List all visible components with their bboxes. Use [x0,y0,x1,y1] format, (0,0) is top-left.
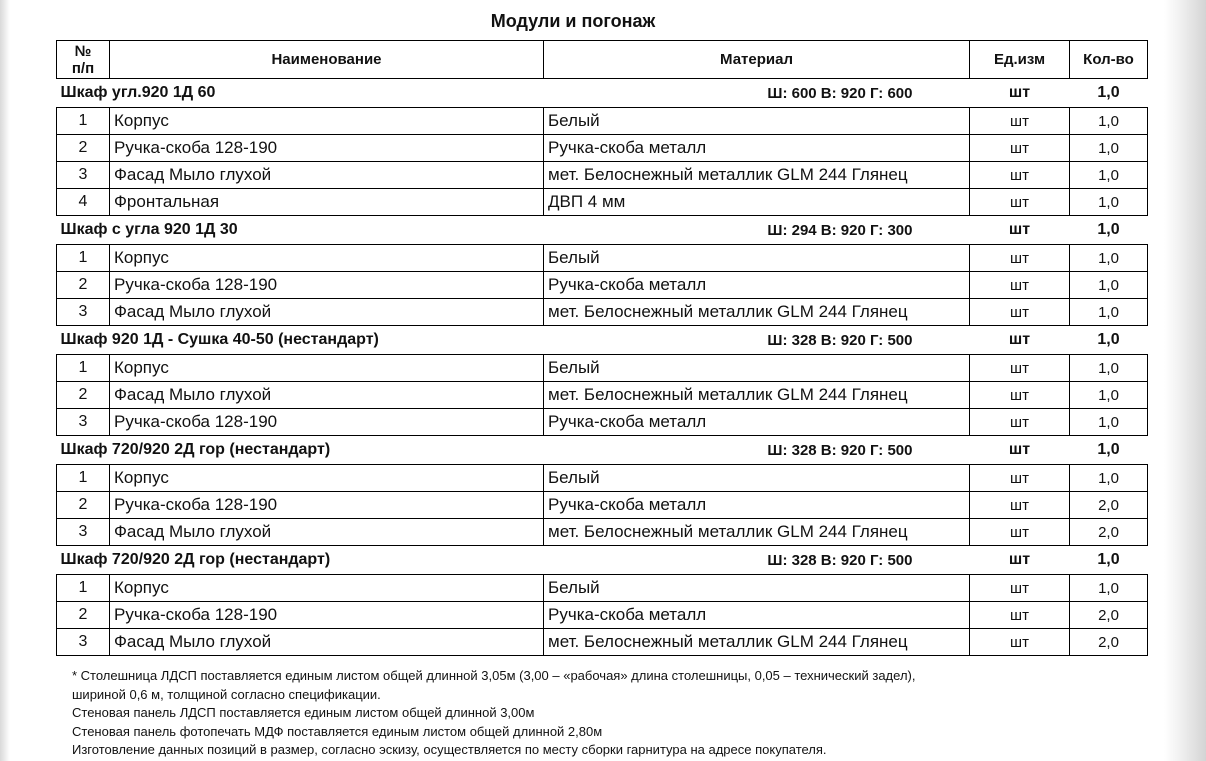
row-name: Фасад Мыло глухой [110,299,544,326]
section-qty: 1,0 [1097,551,1120,568]
row-material: мет. Белоснежный металлик GLM 244 Глянец [544,299,970,326]
table-row [57,189,1148,216]
row-unit: шт [970,602,1070,629]
section-qty: 1,0 [1097,331,1120,348]
section-dimensions: Ш: 328 В: 920 Г: 500 [767,551,913,569]
row-name: Фасад Мыло глухой [110,382,544,409]
section-unit: шт [1008,441,1031,458]
row-unit: шт [970,492,1070,519]
table-row [57,465,1148,492]
table-row [57,299,1148,326]
row-material: мет. Белоснежный металлик GLM 244 Глянец [544,519,970,546]
row-material: Белый [544,108,970,135]
table-row [57,272,1148,299]
section-header-row [57,326,1148,355]
row-unit: шт [970,245,1070,272]
row-material: Белый [544,245,970,272]
table-body [57,79,1148,656]
row-unit: шт [970,382,1070,409]
row-unit: шт [970,272,1070,299]
row-material: Ручка-скоба металл [544,409,970,436]
row-unit: шт [970,135,1070,162]
table-row [57,382,1148,409]
table-row [57,355,1148,382]
row-material: Ручка-скоба металл [544,492,970,519]
section-dimensions: Ш: 294 В: 920 Г: 300 [767,221,913,239]
row-name: Корпус [110,355,544,382]
section-qty: 1,0 [1097,441,1120,458]
row-number: 3 [57,519,110,546]
section-title: Шкаф угл.920 1Д 60 [60,84,216,101]
row-number: 1 [57,108,110,135]
row-material: Белый [544,355,970,382]
section-dimensions: Ш: 328 В: 920 Г: 500 [767,441,913,459]
row-number: 2 [57,272,110,299]
row-material: мет. Белоснежный металлик GLM 244 Глянец [544,382,970,409]
row-unit: шт [970,108,1070,135]
row-name: Фасад Мыло глухой [110,162,544,189]
row-number: 1 [57,575,110,602]
section-title: Шкаф с угла 920 1Д 30 [60,221,238,238]
section-title: Шкаф 720/920 2Д гор (нестандарт) [60,441,331,458]
row-qty: 1,0 [1070,162,1148,189]
row-number: 3 [57,409,110,436]
row-unit: шт [970,575,1070,602]
table-row [57,108,1148,135]
section-header-row [57,546,1148,575]
header-material: Материал [544,41,970,79]
row-name: Фасад Мыло глухой [110,519,544,546]
header-num [57,41,110,79]
row-name: Ручка-скоба 128-190 [110,135,544,162]
row-unit: шт [970,629,1070,656]
table-row [57,409,1148,436]
header-qty: Кол-во [1070,41,1148,79]
footnote-line: Стеновая панель ЛДСП поставляется единым листом общей длинной 3,00м [72,705,535,720]
row-material: Белый [544,465,970,492]
row-qty: 2,0 [1070,629,1148,656]
table-row [57,519,1148,546]
section-unit: шт [1008,331,1031,348]
section-dimensions: Ш: 600 В: 920 Г: 600 [767,84,913,102]
table-row [57,245,1148,272]
row-qty: 2,0 [1070,492,1148,519]
row-number: 3 [57,299,110,326]
row-name: Ручка-скоба 128-190 [110,409,544,436]
header-unit: Ед.изм [970,41,1070,79]
footnote-line: Стеновая панель фотопечать МДФ поставляется единым листом общей длинной 2,80м [72,723,603,739]
row-number: 2 [57,382,110,409]
table-header-row [57,41,1148,79]
row-name: Корпус [110,465,544,492]
row-material: ДВП 4 мм [544,189,970,216]
row-qty: 1,0 [1070,299,1148,326]
table-row [57,602,1148,629]
table-row [57,575,1148,602]
row-name: Ручка-скоба 128-190 [110,492,544,519]
row-qty: 1,0 [1070,245,1148,272]
row-qty: 1,0 [1070,465,1148,492]
row-unit: шт [970,355,1070,382]
table-row [57,162,1148,189]
row-material: мет. Белоснежный металлик GLM 244 Глянец [544,629,970,656]
section-header-row [57,436,1148,465]
row-qty: 1,0 [1070,189,1148,216]
row-unit: шт [970,162,1070,189]
row-unit: шт [970,299,1070,326]
section-title: Шкаф 720/920 2Д гор (нестандарт) [60,551,331,568]
footnote-line: * Столешница ЛДСП поставляется единым листом общей длинной 3,05м (3,00 – «рабочая» длина столешницы, 0,05 – технический задел), [72,668,916,683]
row-material: Ручка-скоба металл [544,272,970,299]
header-num-line2: п/п [71,59,95,77]
row-material: мет. Белоснежный металлик GLM 244 Глянец [544,162,970,189]
row-qty: 2,0 [1070,519,1148,546]
row-number: 1 [57,465,110,492]
table-row [57,492,1148,519]
modules-table [56,40,1148,656]
section-header-row [57,79,1148,108]
row-number: 3 [57,629,110,656]
page-shadow-left [0,0,10,761]
row-unit: шт [970,519,1070,546]
page-title: Модули и погонаж [490,11,656,31]
row-material: Ручка-скоба металл [544,135,970,162]
row-name: Ручка-скоба 128-190 [110,272,544,299]
row-number: 3 [57,162,110,189]
section-qty: 1,0 [1097,84,1120,101]
row-qty: 1,0 [1070,382,1148,409]
section-title: Шкаф 920 1Д - Сушка 40-50 (нестандарт) [60,331,379,348]
footnotes [72,667,1152,760]
row-qty: 1,0 [1070,108,1148,135]
row-number: 2 [57,492,110,519]
row-material: Ручка-скоба металл [544,602,970,629]
row-qty: 1,0 [1070,575,1148,602]
table-row [57,135,1148,162]
page-shadow-right [1164,0,1206,761]
row-name: Фасад Мыло глухой [110,629,544,656]
row-unit: шт [970,189,1070,216]
section-unit: шт [1008,221,1031,238]
header-name: Наименование [110,41,544,79]
row-qty: 2,0 [1070,602,1148,629]
row-qty: 1,0 [1070,355,1148,382]
row-qty: 1,0 [1070,409,1148,436]
row-name: Ручка-скоба 128-190 [110,602,544,629]
header-num-line1: № [74,42,92,60]
row-name: Корпус [110,245,544,272]
row-name: Корпус [110,108,544,135]
row-number: 4 [57,189,110,216]
section-dimensions: Ш: 328 В: 920 Г: 500 [767,331,913,349]
row-number: 1 [57,245,110,272]
row-material: Белый [544,575,970,602]
row-name: Фронтальная [110,189,544,216]
footnote-line: шириной 0,6 м, толщиной согласно спецификации. [72,686,381,702]
row-unit: шт [970,409,1070,436]
row-number: 2 [57,602,110,629]
row-name: Корпус [110,575,544,602]
footnote-line: Изготовление данных позиций в размер, согласно эскизу, осуществляется по месту сборки гарнитура на адресе покупателя. [72,742,827,757]
section-unit: шт [1008,84,1031,101]
row-number: 2 [57,135,110,162]
row-qty: 1,0 [1070,272,1148,299]
table-row [57,629,1148,656]
row-number: 1 [57,355,110,382]
section-qty: 1,0 [1097,221,1120,238]
row-unit: шт [970,465,1070,492]
section-header-row [57,216,1148,245]
section-unit: шт [1008,551,1031,568]
row-qty: 1,0 [1070,135,1148,162]
